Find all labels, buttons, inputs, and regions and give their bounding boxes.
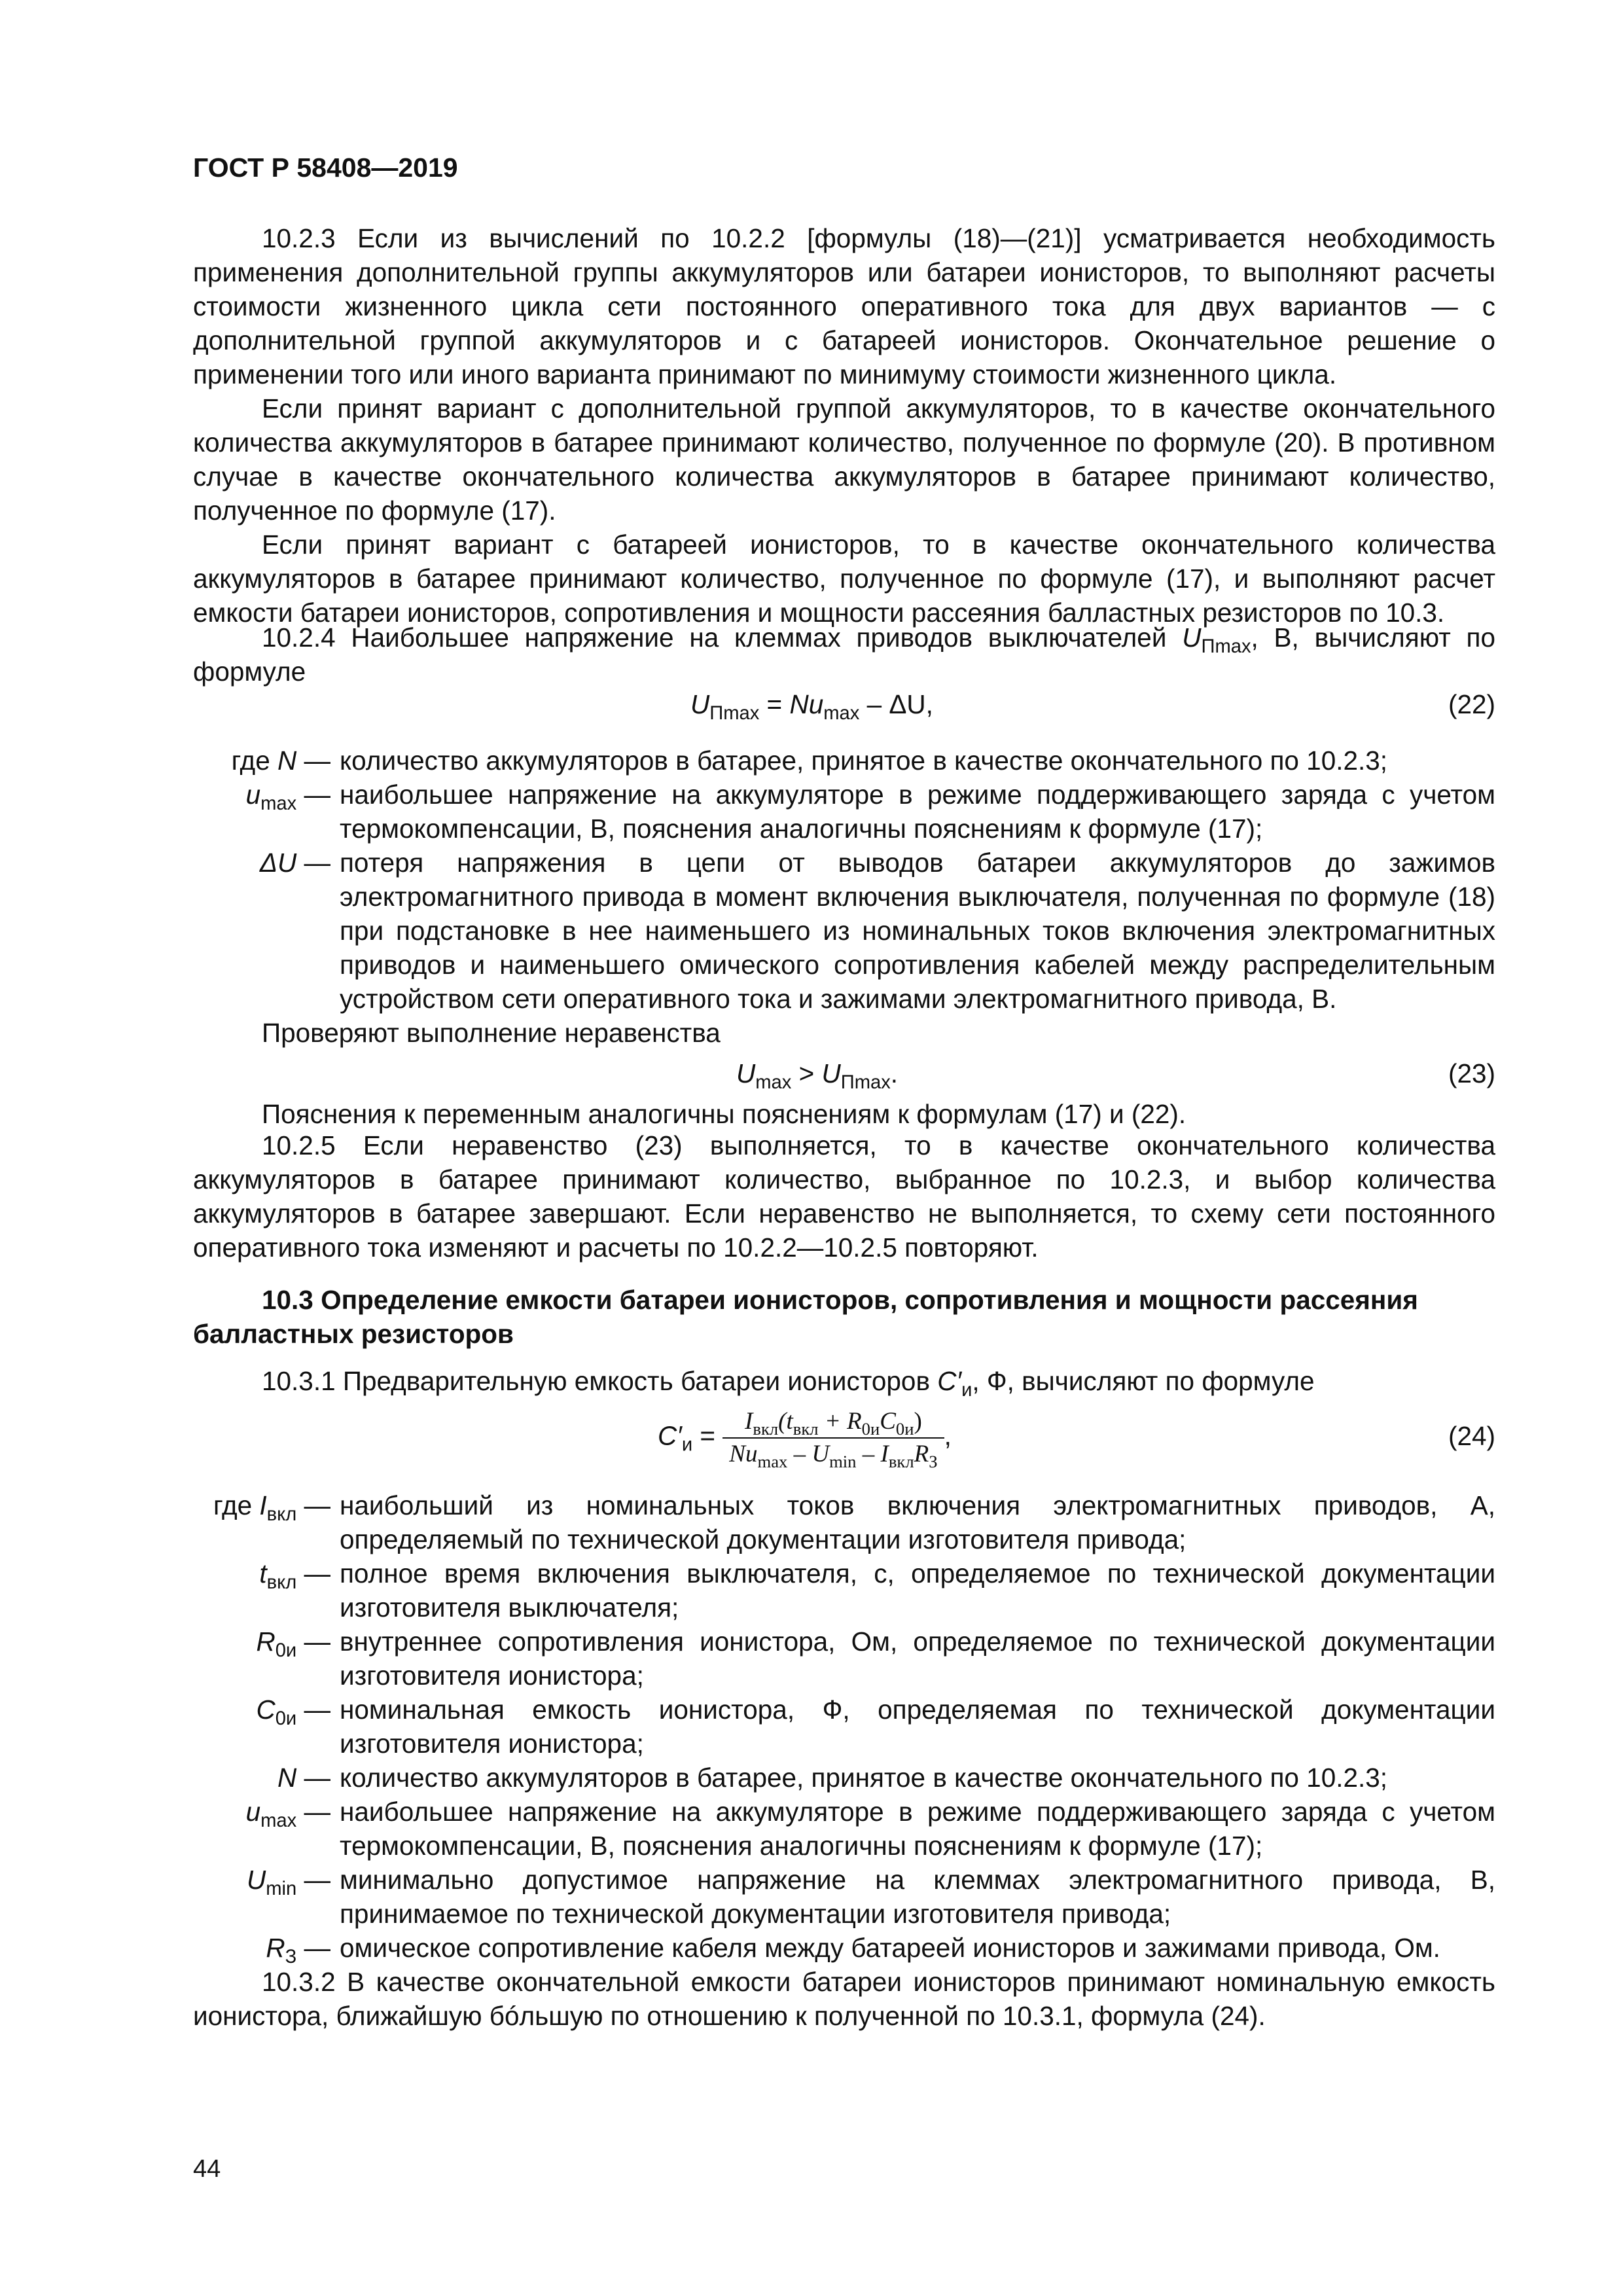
- definition-term: N —: [277, 1763, 330, 1793]
- definitions-list: [193, 744, 1495, 1016]
- document-page: [193, 0, 1495, 2296]
- definition-text: наибольшее напряжение на аккумуляторе в режиме поддерживающего заряда с учетом термокомпенсации, В, пояснения аналогичны пояснениям к формуле (17);: [340, 1797, 1495, 1861]
- paragraph: 10.2.3 Если из вычислений по 10.2.2 [формулы (18)—(21)] усматривается необходимость применения дополнительной группы аккумуляторов или батареи ионисторов, то выполняют расчеты стоимости жизненного цикла сети постоянного оперативного тока для двух вариантов — с дополнительной группой аккумуляторов и с батареей ионисторов. Окончательное решение о применении того или иного варианта принимают по минимуму стоимости жизненного цикла.: [193, 223, 1495, 389]
- formula-22: $U_{Пmax} = Nu_{max} - \Delta U$, (22): [193, 687, 1495, 726]
- definition-text: омическое сопротивление кабеля между батареей ионисторов и зажимами привода, Ом.: [340, 1933, 1440, 1963]
- formula-23: $U_{max} > U_{Пmax}$. (23): [193, 1056, 1495, 1096]
- paragraph: Проверяют выполнение неравенства: [262, 1018, 721, 1048]
- definition-text: наибольшее напряжение на аккумуляторе в режиме поддерживающего заряда с учетом термокомпенсации, В, пояснения аналогичны пояснениям к формуле (17);: [340, 780, 1495, 844]
- definitions-list: [193, 1488, 1495, 1965]
- formula-number: (24): [1448, 1421, 1495, 1451]
- section-heading: 10.3 Определение емкости батареи ионисторов, сопротивления и мощности рассеяния балластных резисторов: [193, 1285, 1418, 1349]
- page-number: 44: [193, 2155, 221, 2183]
- definition-term: $C_{0и}$ —: [256, 1695, 330, 1729]
- paragraph: Пояснения к переменным аналогичны пояснениям к формулам (17) и (22).: [262, 1099, 1186, 1129]
- definition-term: $R_{0и}$ —: [256, 1626, 330, 1661]
- section-10-3: [193, 1283, 1495, 2033]
- formula-fraction: $\frac{I_{вкл}(t_{вкл} + R_{0и}C_{0и})}{Nu_{max} - U_{min} - I_{вкл}R_З}$: [722, 1407, 944, 1469]
- section-10-2-3: [193, 221, 1495, 630]
- definition-text: внутреннее сопротивления ионистора, Ом, определяемое по технической документации изготовителя ионистора;: [340, 1626, 1495, 1691]
- definition-text: минимально допустимое напряжение на клеммах электромагнитного привода, В, принимаемое по технической документации изготовителя привода;: [340, 1865, 1495, 1929]
- section-10-2-5: [193, 1128, 1495, 1265]
- formula-number: (23): [1448, 1058, 1495, 1088]
- paragraph: 10.3.2 В качестве окончательной емкости батареи ионисторов принимают номинальную емкость ионистора, ближайшую бóльшую по отношению к полученной по 10.3.1, формула (24).: [193, 1967, 1495, 2031]
- definition-term: ΔU —: [259, 848, 330, 878]
- paragraph: 10.3.1 Предварительную емкость батареи ионисторов $C'_и$, Ф, вычисляют по формуле: [262, 1366, 1315, 1401]
- definition-term: $U_{min}$ —: [247, 1865, 330, 1899]
- section-10-2-4: [193, 620, 1495, 1131]
- definition-text: наибольший из номинальных токов включения электромагнитных приводов, А, определяемый по технической документации изготовителя привода;: [340, 1490, 1495, 1554]
- definition-text: потеря напряжения в цепи от выводов батареи аккумуляторов до зажимов электромагнитного привода в момент включения выключателя, полученная по формуле (18) при подстановке в нее наименьшего из номинальных токов включения электромагнитных приводов и наименьшего омического сопротивления кабелей между распределительным устройством сети оперативного тока и зажимами электромагнитного привода, В.: [340, 848, 1495, 1014]
- definition-term: $u_{max}$ —: [245, 1797, 330, 1831]
- document-header: ГОСТ Р 58408—2019: [193, 152, 458, 183]
- formula-number: (22): [1448, 689, 1495, 719]
- definition-term: где $I_{вкл}$ —: [213, 1490, 330, 1525]
- paragraph: Если принят вариант с батареей ионисторов, то в качестве окончательного количества аккумуляторов в батарее принимают количество, полученное по формуле (17), и выполняют расчет емкости батареи ионисторов, сопротивления и мощности рассеяния балластных резисторов по 10.3.: [193, 529, 1495, 628]
- paragraph: 10.2.5 Если неравенство (23) выполняется, то в качестве окончательного количества аккумуляторов в батарее принимают количество, выбранное по 10.2.3, и выбор количества аккумуляторов в батарее завершают. Если неравенство не выполняется, то схему сети постоянного оперативного тока изменяют и расчеты по 10.2.2—10.2.5 повторяют.: [193, 1130, 1495, 1263]
- formula-24: $C'_и$ = $\frac{I_{вкл}(t_{вкл} + R_{0и}C_{0и})}{Nu_{max} - U_{min} - I_{вкл}R_З}$ , (24): [658, 1408, 1495, 1471]
- definition-term: $t_{вкл}$ —: [259, 1558, 330, 1593]
- definition-text: номинальная емкость ионистора, Ф, определяемая по технической документации изготовителя ионистора;: [340, 1695, 1495, 1759]
- definition-text: полное время включения выключателя, с, определяемое по технической документации изготовителя выключателя;: [340, 1558, 1495, 1623]
- definition-term: $R_З$ —: [266, 1933, 330, 1967]
- definition-term: где N —: [231, 745, 330, 776]
- definition-text: количество аккумуляторов в батарее, принятое в качестве окончательного по 10.2.3;: [340, 745, 1388, 776]
- definition-text: количество аккумуляторов в батарее, принятое в качестве окончательного по 10.2.3;: [340, 1763, 1388, 1793]
- paragraph: 10.2.4 Наибольшее напряжение на клеммах приводов выключателей $U_{Пmax}$, В, вычисляют по формуле: [193, 622, 1495, 687]
- paragraph: Если принят вариант с дополнительной группой аккумуляторов, то в качестве окончательного количества аккумуляторов в батарее принимают количество, полученное по формуле (20). В противном случае в качестве окончательного количества аккумуляторов в батарее принимают количество, полученное по формуле (17).: [193, 393, 1495, 526]
- definition-term: $u_{max}$ —: [245, 780, 330, 814]
